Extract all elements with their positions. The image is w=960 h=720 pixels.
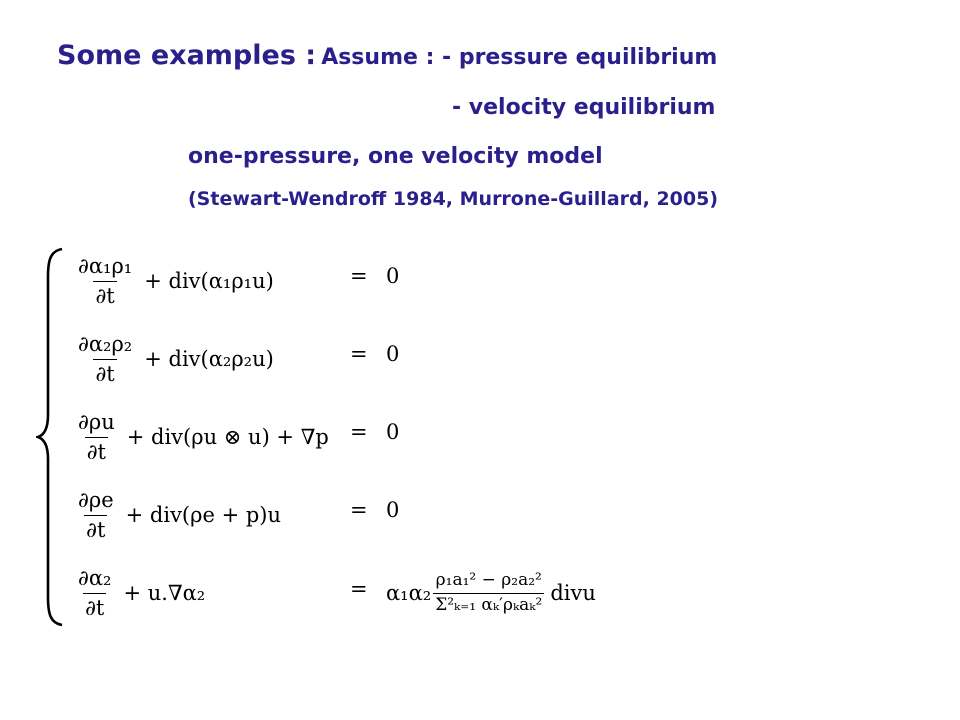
- title-strong: Some examples :: [57, 40, 317, 71]
- eq4-lhs-num: ∂ρe: [78, 488, 114, 513]
- equation-mass-phase1: [76, 250, 274, 312]
- eq4-lhs-den: ∂t: [84, 515, 107, 542]
- equation-momentum: [76, 406, 329, 468]
- eq1-lhs-den: ∂t: [93, 281, 116, 308]
- eq1-rhs: 0: [386, 264, 400, 288]
- eq4-rhs: 0: [386, 498, 400, 522]
- equation-energy: [76, 484, 281, 546]
- eq3-lhs-num: ∂ρu: [78, 410, 115, 435]
- eq5-rhs-num: ρ₁a₁² − ρ₂a₂²: [435, 569, 542, 590]
- eq2-lhs-den: ∂t: [93, 359, 116, 386]
- eq4-lhs-fraction: [76, 488, 116, 541]
- assumption-velocity: - velocity equilibrium: [452, 95, 716, 120]
- eq3-rhs: 0: [386, 420, 400, 444]
- slide-title: [57, 40, 717, 71]
- eq5-lhs-num: ∂α₂: [78, 566, 112, 591]
- equation-volume-fraction: [76, 562, 205, 624]
- eq2-lhs-fraction: [76, 332, 134, 385]
- eq1-lhs-num: ∂α₁ρ₁: [78, 254, 133, 279]
- eq3-lhs-rest: + div(ρu ⊗ u) + ∇p: [126, 425, 329, 449]
- eq2-rhs: 0: [386, 342, 400, 366]
- eq2-lhs-rest: + div(α₂ρ₂u): [144, 347, 274, 371]
- eq1-equals: =: [350, 264, 368, 288]
- reference-citation: (Stewart-Wendroff 1984, Murrone-Guillard, 2005): [188, 188, 719, 210]
- eq5-rhs-prefix: α₁α₂: [386, 581, 432, 605]
- eq2-equals: =: [350, 342, 368, 366]
- eq5-lhs-den: ∂t: [83, 593, 106, 620]
- eq3-lhs-fraction: [76, 410, 117, 463]
- left-brace: [36, 247, 66, 627]
- eq3-equals: =: [350, 420, 368, 444]
- title-assumption-pressure: Assume : - pressure equilibrium: [321, 45, 718, 70]
- eq5-rhs-fraction: [433, 571, 544, 615]
- eq5-rhs-suffix: divu: [550, 581, 596, 605]
- eq1-lhs-rest: + div(α₁ρ₁u): [144, 269, 274, 293]
- eq4-equals: =: [350, 498, 368, 522]
- eq5-rhs: [386, 562, 596, 624]
- eq3-lhs-den: ∂t: [85, 437, 108, 464]
- eq1-lhs-fraction: [76, 254, 134, 307]
- eq5-equals: =: [350, 577, 368, 601]
- eq4-lhs-rest: + div(ρe + p)u: [125, 503, 282, 527]
- eq2-lhs-num: ∂α₂ρ₂: [78, 332, 133, 357]
- eq5-lhs-fraction: [76, 566, 113, 619]
- eq5-rhs-den: Σ²ₖ₌₁ αₖ′ρₖaₖ²: [435, 594, 543, 615]
- equation-mass-phase2: [76, 328, 274, 390]
- eq5-lhs-rest: + u.∇α₂: [123, 581, 206, 605]
- model-name: one-pressure, one velocity model: [188, 144, 603, 169]
